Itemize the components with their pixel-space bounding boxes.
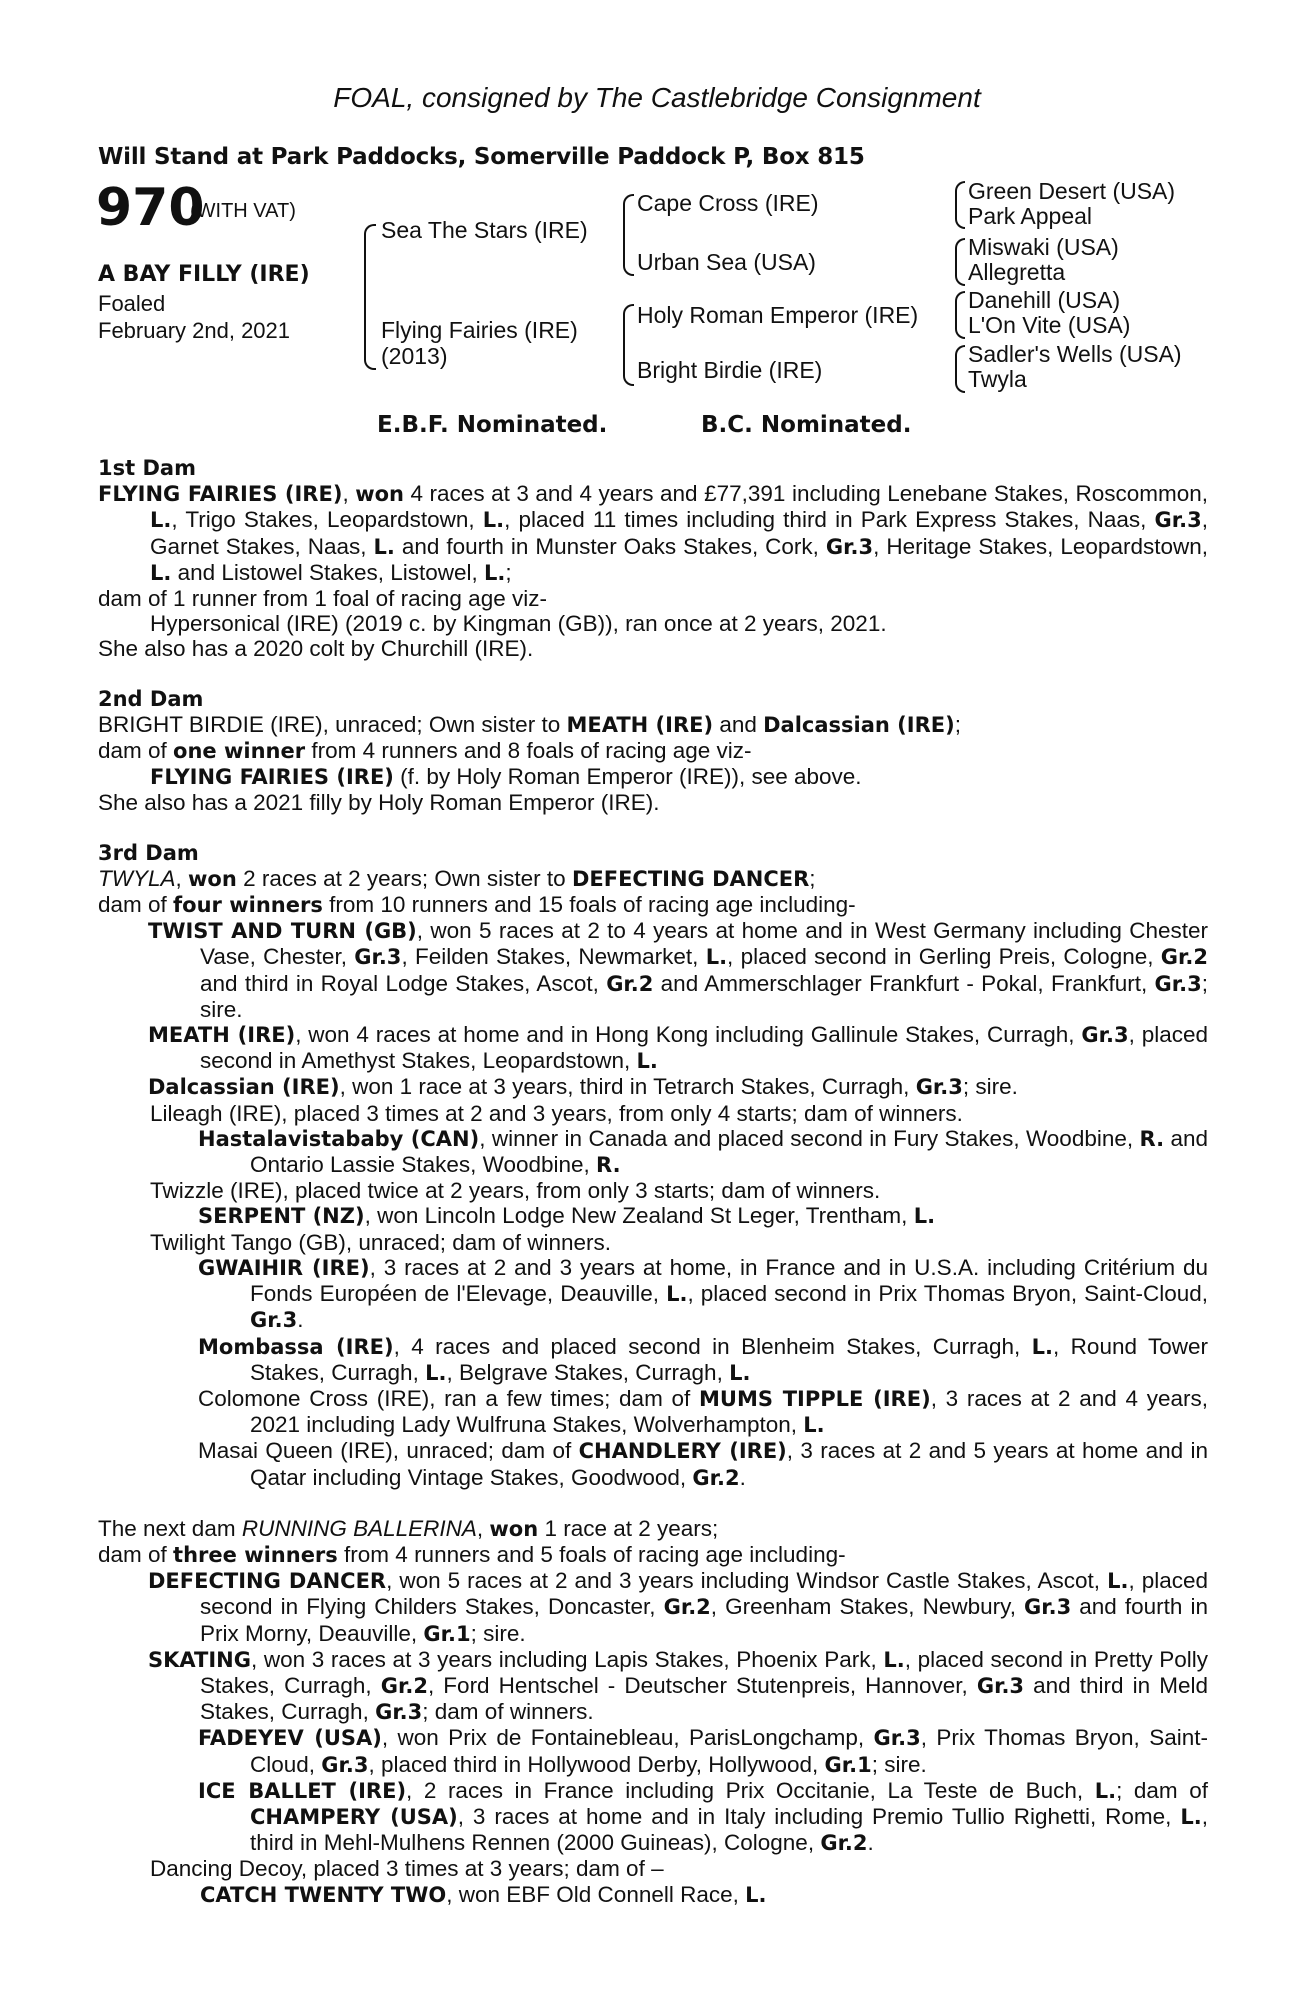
pedigree-sire-dam: Urban Sea (USA) [637,249,816,275]
pedigree-g1: Green Desert (USA) [968,178,1176,204]
next-dam-record: The next dam RUNNING BALLERINA, won 1 race at 2 years; [98,1515,719,1541]
pedigree-g3: Miswaki (USA) [968,234,1119,260]
second-dam-progeny: FLYING FAIRIES (IRE) (f. by Holy Roman Emperor (IRE)), see above. [150,764,862,790]
third-dam-heading: 3rd Dam [98,840,199,865]
foaled-label: Foaled [98,291,166,316]
ebf-nomination: E.B.F. Nominated. [377,412,608,438]
second-dam-also: She also has a 2021 filly by Holy Roman Emperor (IRE). [98,790,660,816]
progeny-defecting-dancer: DEFECTING DANCER, won 5 races at 2 and 3 years including Windsor Castle Stakes, Ascot, L., placed second in Flying Childers Stakes, Doncaster, Gr.2, Greenham Stakes, Newbury, Gr.3 and fourth in Prix Morny, Deauville, Gr.1; sire. [148,1568,1209,1646]
vat-label: (WITH VAT) [190,200,296,222]
progeny-dancing-decoy: Dancing Decoy, placed 3 times at 3 years; dam of – [150,1856,664,1882]
page-title: FOAL, consigned by The Castlebridge Consignment [333,82,981,113]
progeny-serpent: SERPENT (NZ), won Lincoln Lodge New Zealand St Leger, Trentham, L. [198,1203,936,1229]
won-label: won [355,482,404,507]
progeny-lileagh: Lileagh (IRE), placed 3 times at 2 and 3 years, from only 4 starts; dam of winners. [150,1100,963,1126]
progeny-ice-ballet: ICE BALLET (IRE), 2 races in France including Prix Occitanie, La Teste de Buch, L.; dam of CHAMPERY (USA), 3 races at home and in Italy including Premio Tullio Righetti, Rome, L., third in Mehl-Mulhens Rennen (2000 Guineas), Cologne, Gr.2. [198,1777,1208,1856]
pedigree-brace-g4 [955,345,965,393]
pedigree-dam: Flying Fairies (IRE) [381,317,578,343]
pedigree-g4: Allegretta [968,259,1066,285]
pedigree-g6: L'On Vite (USA) [968,312,1131,338]
progeny-twist-and-turn: TWIST AND TURN (GB), won 5 races at 2 to 4 years at home and in West Germany including Chester Vase, Chester, Gr.3, Feilden Stakes, Newmarket, L., placed second in Gerling Preis, Cologne, Gr.2 and third in Royal Lodge Stakes, Ascot, Gr.2 and Ammerschlager Frankfurt - Pokal, Frankfurt, Gr.3; sire. [148,918,1208,1022]
pedigree-brace-dam [623,304,634,386]
second-dam-record: BRIGHT BIRDIE (IRE), unraced; Own sister to MEATH (IRE) and Dalcassian (IRE); [98,711,961,737]
foaled-info [98,290,290,344]
pedigree-g5: Danehill (USA) [968,287,1121,313]
progeny-gwaihir: GWAIHIR (IRE), 3 races at 2 and 3 years at home, in France and in U.S.A. including Critérium du Fonds Européen de l'Elevage, Deauville, L., placed second in Prix Thomas Bryon, Saint-Cloud, Gr.3. [198,1254,1208,1333]
progeny-skating: SKATING, won 3 races at 3 years including Lapis Stakes, Phoenix Park, L., placed second in Pretty Polly Stakes, Curragh, Gr.2, Ford Hentschel - Deutscher Stutenpreis, Hannover, Gr.3 and third in Meld Stakes, Curragh, Gr.3; dam of winners. [148,1646,1208,1725]
pedigree-g8: Twyla [968,366,1027,392]
foaled-date: February 2nd, 2021 [98,318,291,343]
pedigree-brace-main [364,224,376,370]
progeny-catch-twenty-two: CATCH TWENTY TWO, won EBF Old Connell Race, L. [200,1881,767,1907]
pedigree-brace-g3 [955,291,965,339]
progeny-dalcassian: Dalcassian (IRE), won 1 race at 3 years, third in Tetrarch Stakes, Curragh, Gr.3; sire. [148,1074,1018,1100]
pedigree-dam-dam: Bright Birdie (IRE) [637,357,823,383]
pedigree-brace-sire [623,194,634,276]
bc-nomination: B.C. Nominated. [701,412,912,438]
pedigree-g2: Park Appeal [968,203,1093,229]
pedigree-brace-g1 [955,181,965,229]
first-dam-progeny: Hypersonical (IRE) (2019 c. by Kingman (GB)), ran once at 2 years, 2021. [150,611,887,637]
first-dam-also: She also has a 2020 colt by Churchill (IRE). [98,636,534,662]
progeny-hastalavistababy: Hastalavistababy (CAN), winner in Canada and placed second in Fury Stakes, Woodbine, R. and Ontario Lassie Stakes, Woodbine, R. [198,1125,1208,1178]
first-dam-produce-summary: dam of 1 runner from 1 foal of racing age viz- [98,586,547,612]
pedigree-brace-g2 [955,238,965,286]
progeny-mombassa: Mombassa (IRE), 4 races and placed second in Blenheim Stakes, Curragh, L., Round Tower Stakes, Curragh, L., Belgrave Stakes, Curragh, L. [198,1333,1208,1385]
second-dam-produce-summary: dam of one winner from 4 runners and 8 foals of racing age viz- [98,738,752,764]
third-dam-produce-summary: dam of four winners from 10 runners and 15 foals of racing age including- [98,892,856,918]
dam-lines [98,456,1208,1908]
pedigree-g7: Sadler's Wells (USA) [968,341,1182,367]
progeny-twilight-tango: Twilight Tango (GB), unraced; dam of winners. [150,1229,612,1255]
first-dam-record: FLYING FAIRIES (IRE), won 4 races at 3 and 4 years and £77,391 including Lenebane Stakes, Roscommon, L., Trigo Stakes, Leopardstown, L., placed 11 times including third in Park Express Stakes, Naas, Gr.3, Garnet Stakes, Naas, L. and fourth in Munster Oaks Stakes, Cork, Gr.3, Heritage Stakes, Leopardstown, L. and Listowel Stakes, Listowel, L.; [98,481,1208,585]
pedigree-sire-sire: Cape Cross (IRE) [637,190,819,216]
lot-description: A BAY FILLY (IRE) [98,262,310,287]
third-dam-record: TWYLA, won 2 races at 2 years; Own sister to DEFECTING DANCER; [98,865,816,891]
progeny-colomone-cross: Colomone Cross (IRE), ran a few times; dam of MUMS TIPPLE (IRE), 3 races at 2 and 4 years, 2021 including Lady Wulfruna Stakes, Wolverhampton, L. [198,1385,1209,1438]
next-dam-produce-summary: dam of three winners from 4 runners and 5 foals of racing age including- [98,1541,846,1567]
horse-name: FLYING FAIRIES (IRE) [98,482,343,507]
lot-number: 970 [96,178,205,238]
stand-location: Will Stand at Park Paddocks, Somerville Paddock P, Box 815 [98,144,865,170]
progeny-twizzle: Twizzle (IRE), placed twice at 2 years, from only 3 starts; dam of winners. [150,1178,881,1204]
first-dam-heading: 1st Dam [98,456,196,480]
pedigree-dam-sire: Holy Roman Emperor (IRE) [637,302,919,328]
pedigree-sire: Sea The Stars (IRE) [381,217,588,243]
progeny-meath: MEATH (IRE), won 4 races at home and in Hong Kong including Gallinule Stakes, Curragh, Gr.3, placed second in Amethyst Stakes, Leopardstown, L. [148,1022,1209,1074]
pedigree-dam-year: (2013) [381,343,448,369]
progeny-masai-queen: Masai Queen (IRE), unraced; dam of CHANDLERY (IRE), 3 races at 2 and 5 years at home and in Qatar including Vintage Stakes, Goodwood, Gr.2. [198,1438,1209,1490]
progeny-fadeyev: FADEYEV (USA), won Prix de Fontainebleau, ParisLongchamp, Gr.3, Prix Thomas Bryon, Saint-Cloud, Gr.3, placed third in Hollywood Derby, Hollywood, Gr.1; sire. [198,1725,1208,1777]
second-dam-heading: 2nd Dam [98,686,204,711]
